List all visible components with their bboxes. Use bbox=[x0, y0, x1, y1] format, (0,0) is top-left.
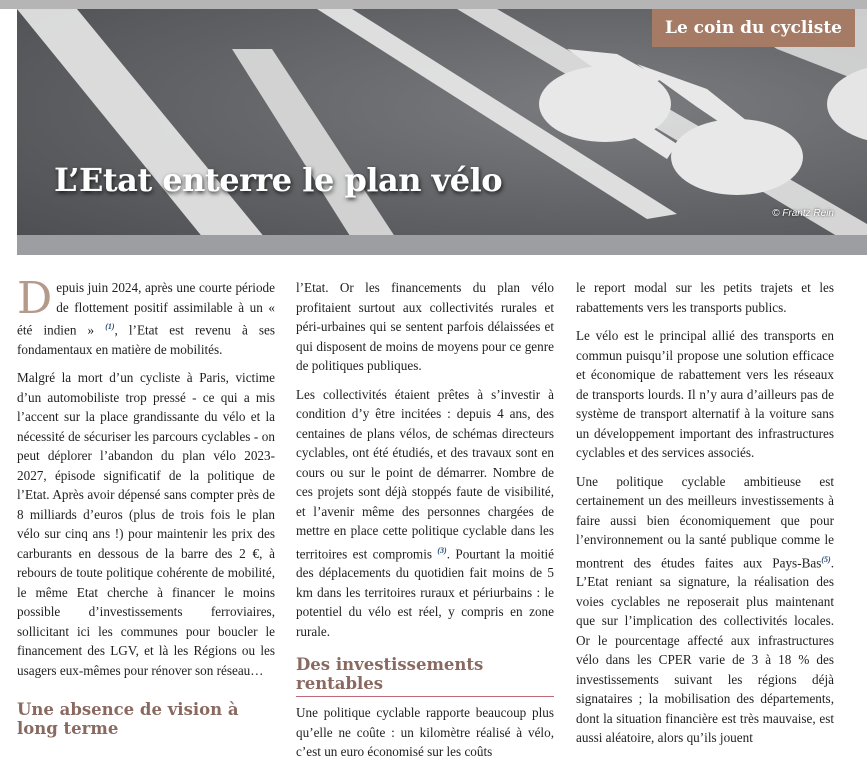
section-heading: Des investissements rentables bbox=[296, 655, 554, 697]
article-title: L’Etat enterre le plan vélo bbox=[54, 161, 503, 199]
hero-bottom-band bbox=[17, 235, 867, 255]
paragraph: l’Etat. Or les financements du plan vélo profitaient surtout aux collectivités rurales et péri-urbaines qui se sentent parfois délaissées et qui disposent de moins de moyens pour ce genre de politiques publiques. bbox=[296, 280, 554, 373]
article-column-2 bbox=[296, 278, 554, 771]
section-heading: Une absence de vision à long terme bbox=[17, 700, 239, 739]
hero-banner bbox=[17, 9, 867, 255]
top-bar bbox=[0, 0, 867, 9]
drop-cap: D bbox=[17, 273, 53, 324]
article-column-1 bbox=[17, 273, 276, 744]
paragraph: Les collectivités étaient prêtes à s’investir à condition d’y être incitées : depuis 4 ans, des centaines de plans vélos, de schémas directeurs cyclables, ont été étudiés, et des travaux sont en cours ou sur le point de démarrer. Nombre de ces projets sont déjà stoppés faute de visibilité, et l’avenir même des personnes chargées de mettre en place cette politique cyclable dans les territoires est compromis $^{(3)}$. Pourtant la moitié des déplacements du quotidien fait moins de 5 km dans les territoires ruraux et périurbains : le potentiel du vélo est réel, y compris en zone rurale. bbox=[296, 386, 555, 639]
paragraph: Le vélo est le principal allié des transports en commun puisqu’il propose une solution efficace et économique de rabattement vers les réseaux de transports lourds. Il n’y aura d’ailleurs pas de système de transport alternatif à la voiture sans un développement important des infrastructures cyclables et des services associés. bbox=[576, 328, 834, 460]
paragraph: le report modal sur les petits trajets et les rabattements vers les transports publics. bbox=[576, 280, 834, 315]
paragraph: Une politique cyclable rapporte beaucoup plus qu’elle ne coûte : un kilomètre réalisé à vélo, c’est un euro économisé sur les coûts bbox=[296, 705, 554, 760]
paragraph: Une politique cyclable ambitieuse est certainement un des meilleurs investissements à faire aussi bien économiquement que pour l’environnement ou la santé publique comme le montrent des études faites aux Pays-Bas$^{(5)}$. L’Etat reniant sa signature, la réalisation des voies cyclables ne reposerait plus maintenant que sur l’implication des collectivités locales. Or le pourcentage affecté aux infrastructures vélo dans les CPER varie de 3 à 18 % des investissements suivant les régions déjà signataires ; la mobilisation des départements, dont la situation financière est très mauvaise, est aussi aléatoire, alors qu’ils jouent bbox=[576, 473, 834, 746]
footnote-ref[interactable]: (1) bbox=[105, 322, 115, 331]
article-column-3 bbox=[576, 278, 834, 757]
footnote-ref[interactable]: (3) bbox=[437, 545, 447, 555]
category-tag: Le coin du cycliste bbox=[652, 9, 855, 47]
paragraph: Depuis juin 2024, après une courte période de flottement positif assimilable à un « été indien » $^{(1)}$, l’Etat est revenu à ses fondamentaux en matière de mobilités. bbox=[17, 273, 276, 357]
paragraph: Malgré la mort d’un cycliste à Paris, victime d’un automobiliste trop pressé - ce qui a mis l’accent sur la place grandissante du vélo et la nécessité de sécuriser les parcours cyclables - on peut déplorer l’abandon du plan vélo 2023-2027, épisode significatif de la politique de l’Etat. Après avoir dépensé sans compter près de 8 milliards d’euros (plus de trois fois le plan vélo sur cinq ans !) pour maintenir les prix des carburants en dessous de la barre des 2 €, à rebours de toute politique cohérente de mobilité, le même Etat cherche à financer le moins possible d’investissements ferroviaires, sollicitant ici les communes pour boucler le financement des LGV, et là les Régions ou les usagers eux-mêmes pour rénover son réseau… bbox=[17, 370, 275, 678]
footnote-ref[interactable]: (5) bbox=[821, 554, 831, 564]
photo-credit: © Frantz Rein bbox=[772, 208, 834, 219]
